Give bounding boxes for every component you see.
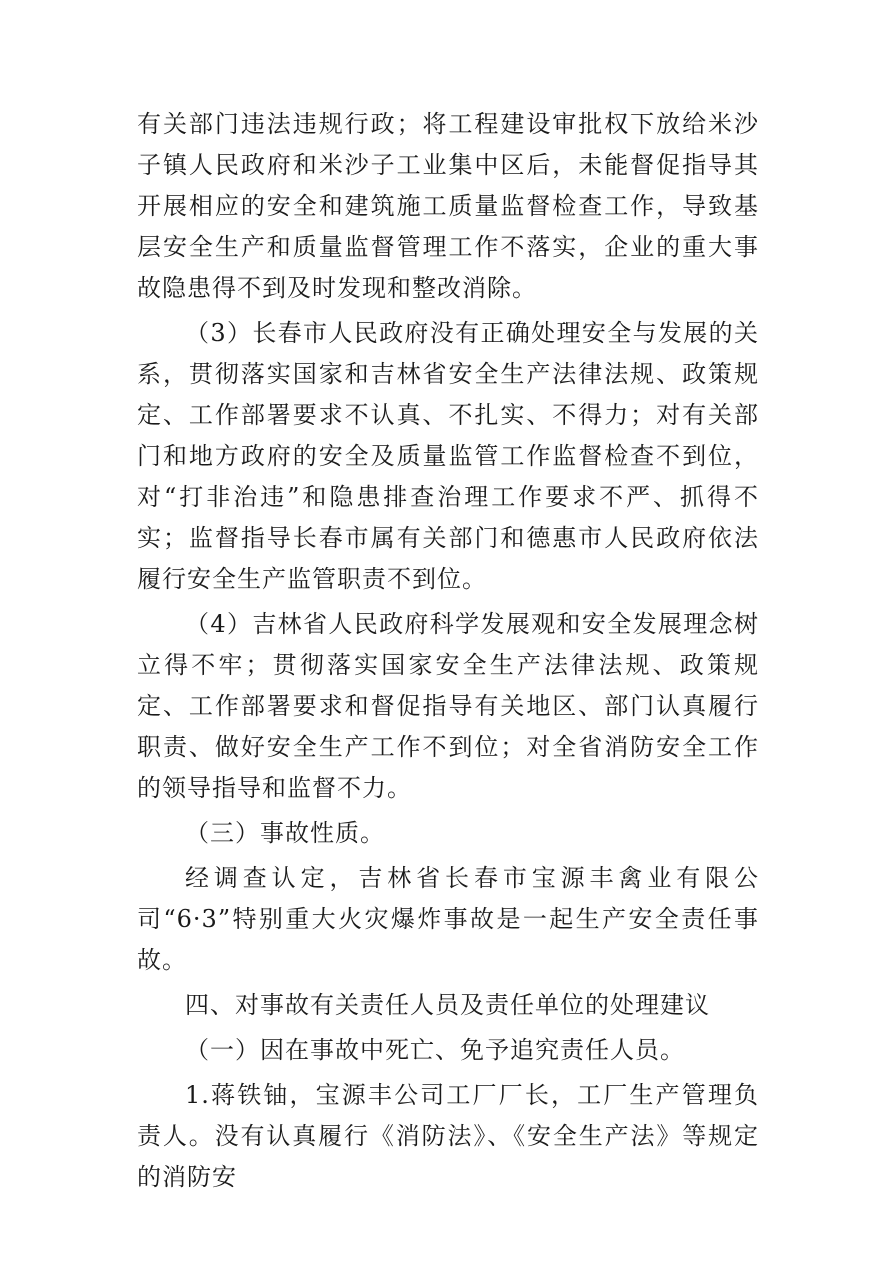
paragraph-item-4: （4）吉林省人民政府科学发展观和安全发展理念树立得不牢；贯彻落实国家安全生产法律法规、政策规定、工作部署要求和督促指导有关地区、部门认真履行职责、做好安全生产工作不到位；对全省消防安全工作的领导指导和监督不力。: [137, 610, 759, 802]
paragraph-item-3: （3）长春市人民政府没有正确处理安全与发展的关系，贯彻落实国家和吉林省安全生产法律法规、政策规定、工作部署要求不认真、不扎实、不得力；对有关部门和地方政府的安全及质量监管工作监督检查不到位，对“打非治违”和隐患排查治理工作要求不严、抓得不实；监督指导长春市属有关部门和德惠市人民政府依法履行安全生产监管职责不到位。: [137, 319, 759, 593]
paragraph-person-1: 1.蒋铁铀，宝源丰公司工厂厂长，工厂生产管理负责人。没有认真履行《消防法》、《安全生产法》等规定的消防安: [137, 1081, 759, 1191]
paragraph-continuation: 有关部门违法违规行政；将工程建设审批权下放给米沙子镇人民政府和米沙子工业集中区后，未能督促指导其开展相应的安全和建筑施工质量监督检查工作，导致基层安全生产和质量监督管理工作不落实，企业的重大事故隐患得不到及时发现和整改消除。: [137, 110, 759, 302]
paragraph-accident-conclusion: 经调查认定，吉林省长春市宝源丰禽业有限公司“6·3”特别重大火灾爆炸事故是一起生产安全责任事故。: [137, 864, 759, 974]
section-heading-handling-suggestions: 四、对事故有关责任人员及责任单位的处理建议: [185, 991, 710, 1019]
subsection-heading-deceased-exempt: （一）因在事故中死亡、免予追究责任人员。: [185, 1036, 685, 1064]
section-heading-accident-nature: （三）事故性质。: [185, 819, 385, 847]
document-body: [137, 104, 759, 1198]
